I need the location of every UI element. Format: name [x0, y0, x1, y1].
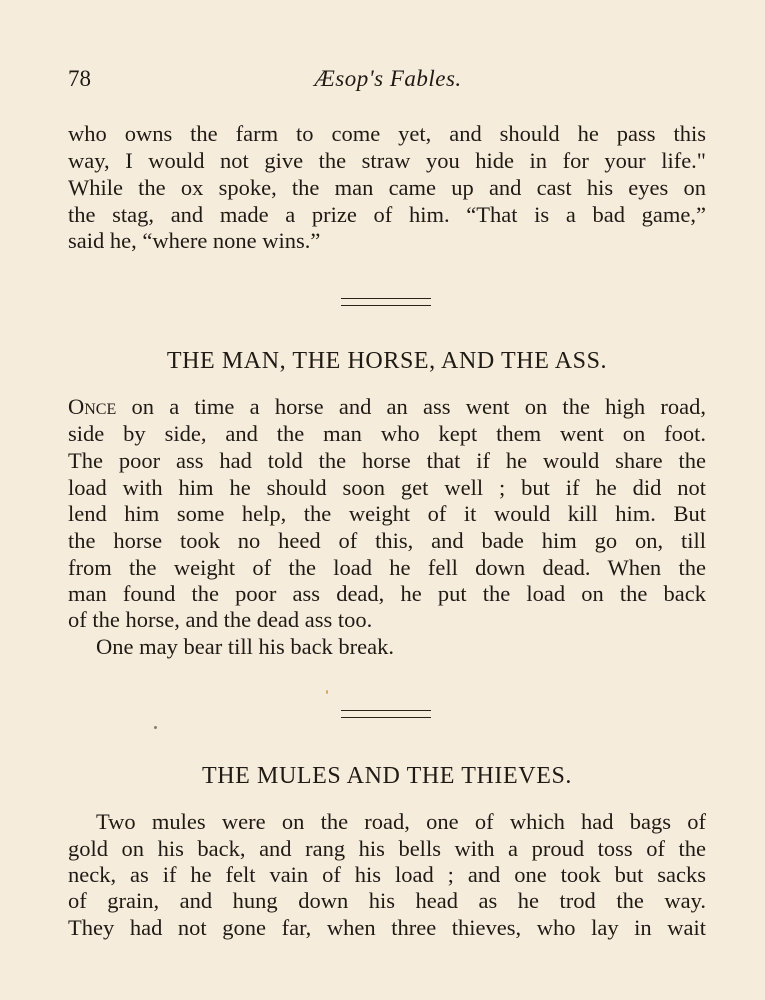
text-line: said he, “where none wins.”	[68, 228, 321, 253]
text-line: of grain, and hung down his head as he trod the way.	[68, 888, 706, 913]
text-line: lend him some help, the weight of it would kill him. But	[68, 501, 706, 526]
fable-title: THE MULES AND THE THIEVES.	[201, 763, 573, 789]
text-line: way, I would not give the straw you hide in for your life."	[68, 148, 706, 173]
fable-moral: One may bear till his back break.	[96, 634, 395, 659]
running-head	[68, 66, 708, 102]
page-number: 78	[68, 66, 91, 91]
text-line: man found the poor ass dead, he put the load on the back	[68, 581, 706, 606]
text-line: side by side, and the man who kept them went on foot.	[68, 421, 706, 446]
text-line: who owns the farm to come yet, and should he pass this	[68, 121, 706, 146]
lead-word: Once	[68, 394, 117, 419]
text-line: gold on his back, and rang his bells with a proud toss of the	[68, 836, 706, 861]
book-title: Æsop's Fables.	[314, 66, 462, 91]
fable-title: THE MAN, THE HORSE, AND THE ASS.	[166, 348, 608, 374]
text-line: the stag, and made a prize of him. “That is a bad game,”	[68, 202, 706, 227]
section-divider	[341, 298, 431, 306]
lead-line: on a time a horse and an ass went on the high road,	[131, 394, 706, 419]
text-line: The poor ass had told the horse that if he would share the	[68, 448, 706, 473]
text-line	[68, 394, 706, 420]
section-divider	[341, 710, 431, 718]
paper-speck	[154, 726, 157, 729]
text-line: the horse took no heed of this, and bade him go on, till	[68, 528, 706, 553]
text-line: They had not gone far, when three thieves, who lay in wait	[68, 915, 706, 940]
text-line: load with him he should soon get well ; but if he did not	[68, 475, 706, 500]
text-line: of the horse, and the dead ass too.	[68, 607, 373, 632]
text-line: neck, as if he felt vain of his load ; and one took but sacks	[68, 862, 706, 887]
paper-speck	[326, 690, 328, 694]
text-line: While the ox spoke, the man came up and cast his eyes on	[68, 175, 706, 200]
text-line: Two mules were on the road, one of which had bags of	[96, 809, 706, 834]
text-line: from the weight of the load he fell down dead. When the	[68, 555, 706, 580]
